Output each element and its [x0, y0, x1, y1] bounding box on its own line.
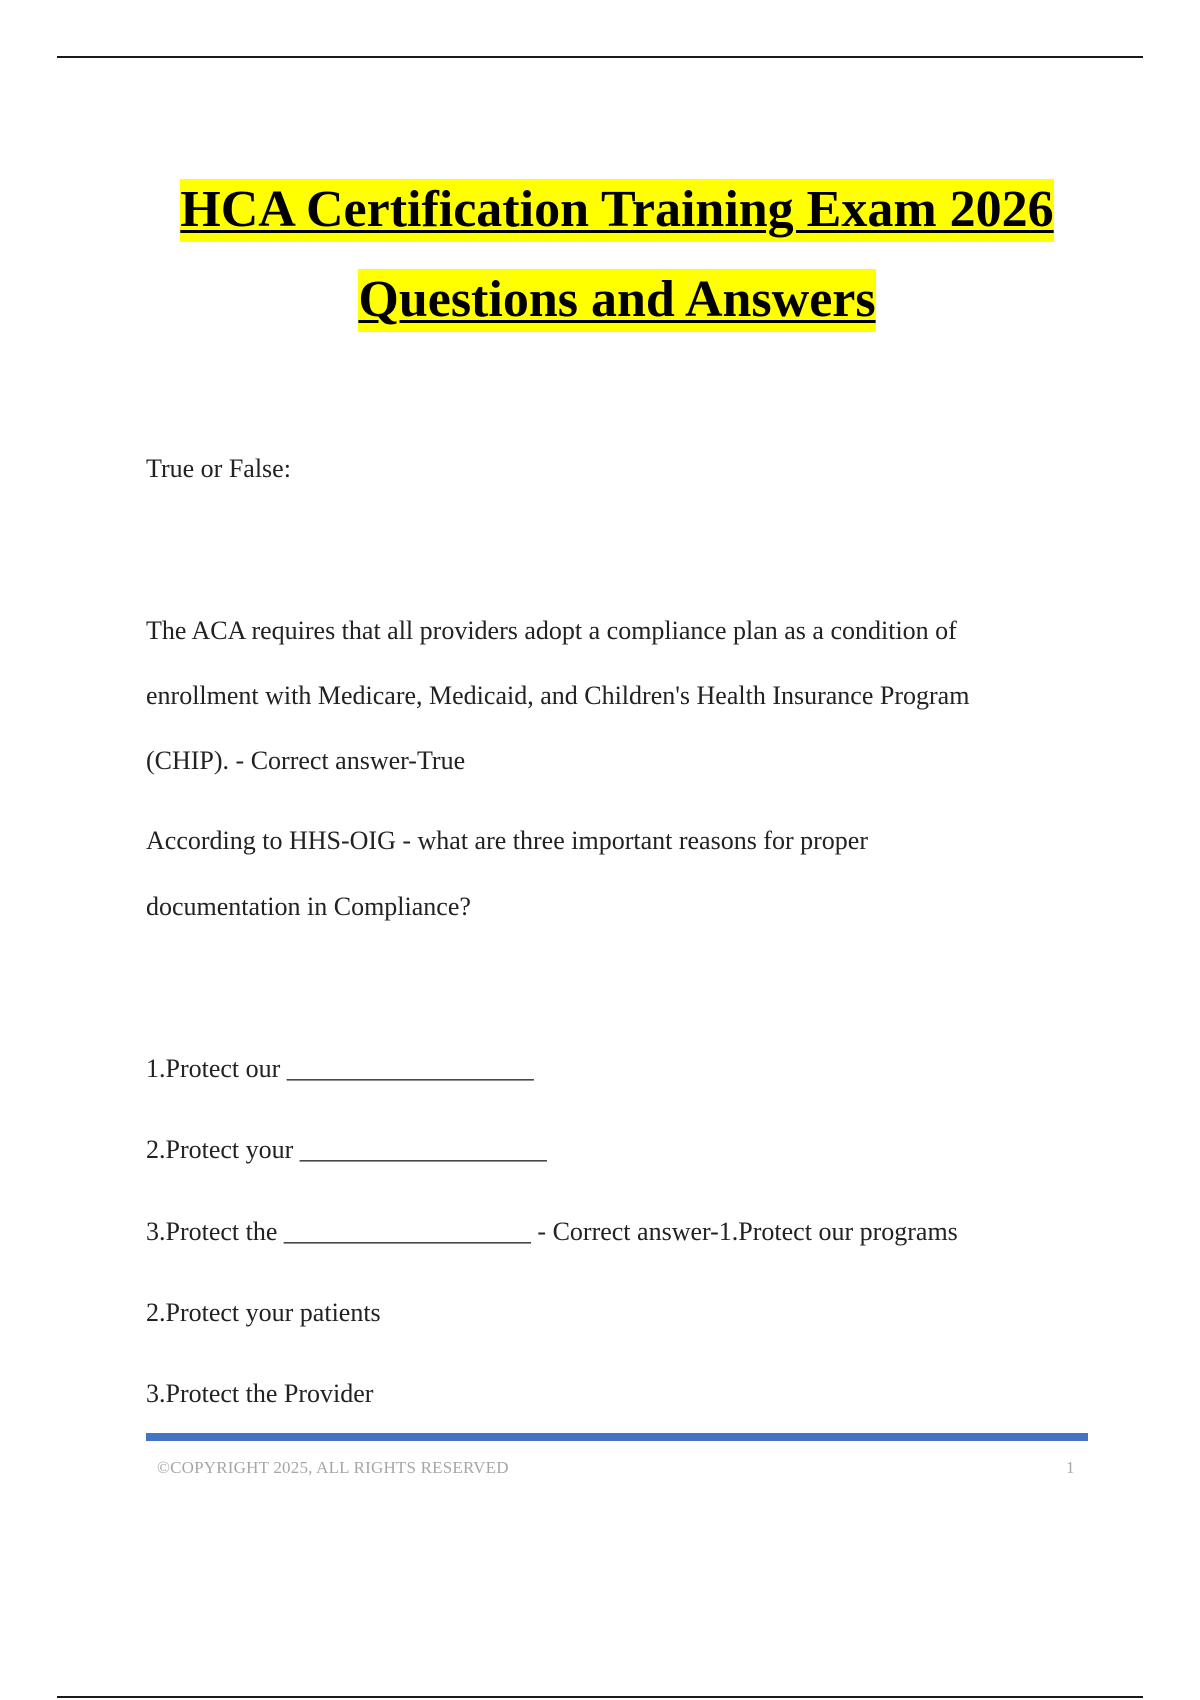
title-line-2 — [0, 272, 1200, 328]
answer-item-3: 3.Protect the Provider — [146, 1379, 374, 1408]
blank-item-3-with-answer: 3.Protect the ___________________ - Correct answer-1.Protect our programs — [146, 1217, 958, 1246]
question-2-line-2: documentation in Compliance? — [146, 892, 471, 921]
top-rule — [57, 56, 1143, 58]
blank-item-1: 1.Protect our ___________________ — [146, 1054, 534, 1083]
title-text-2: Questions and Answers — [358, 269, 875, 332]
bottom-rule — [57, 1696, 1143, 1698]
question-2-line-1: According to HHS-OIG - what are three important reasons for proper — [146, 826, 868, 855]
answer-item-2: 2.Protect your patients — [146, 1298, 381, 1327]
question-1-answer: (CHIP). - Correct answer-True — [146, 746, 466, 775]
question-1-line-2: enrollment with Medicare, Medicaid, and Children's Health Insurance Program — [146, 681, 970, 710]
title-text-1: HCA Certification Training Exam 2026 — [180, 179, 1053, 242]
blank-item-2: 2.Protect your ___________________ — [146, 1135, 547, 1164]
title-line-1 — [0, 182, 1200, 238]
footer-copyright: ©COPYRIGHT 2025, ALL RIGHTS RESERVED — [157, 1458, 509, 1477]
question-1-line-1: The ACA requires that all providers adopt a compliance plan as a condition of — [146, 616, 957, 645]
document-title — [0, 182, 1200, 328]
footer-bar — [146, 1433, 1088, 1441]
question-type-label: True or False: — [146, 454, 291, 483]
footer-page-number: 1 — [1066, 1458, 1075, 1477]
